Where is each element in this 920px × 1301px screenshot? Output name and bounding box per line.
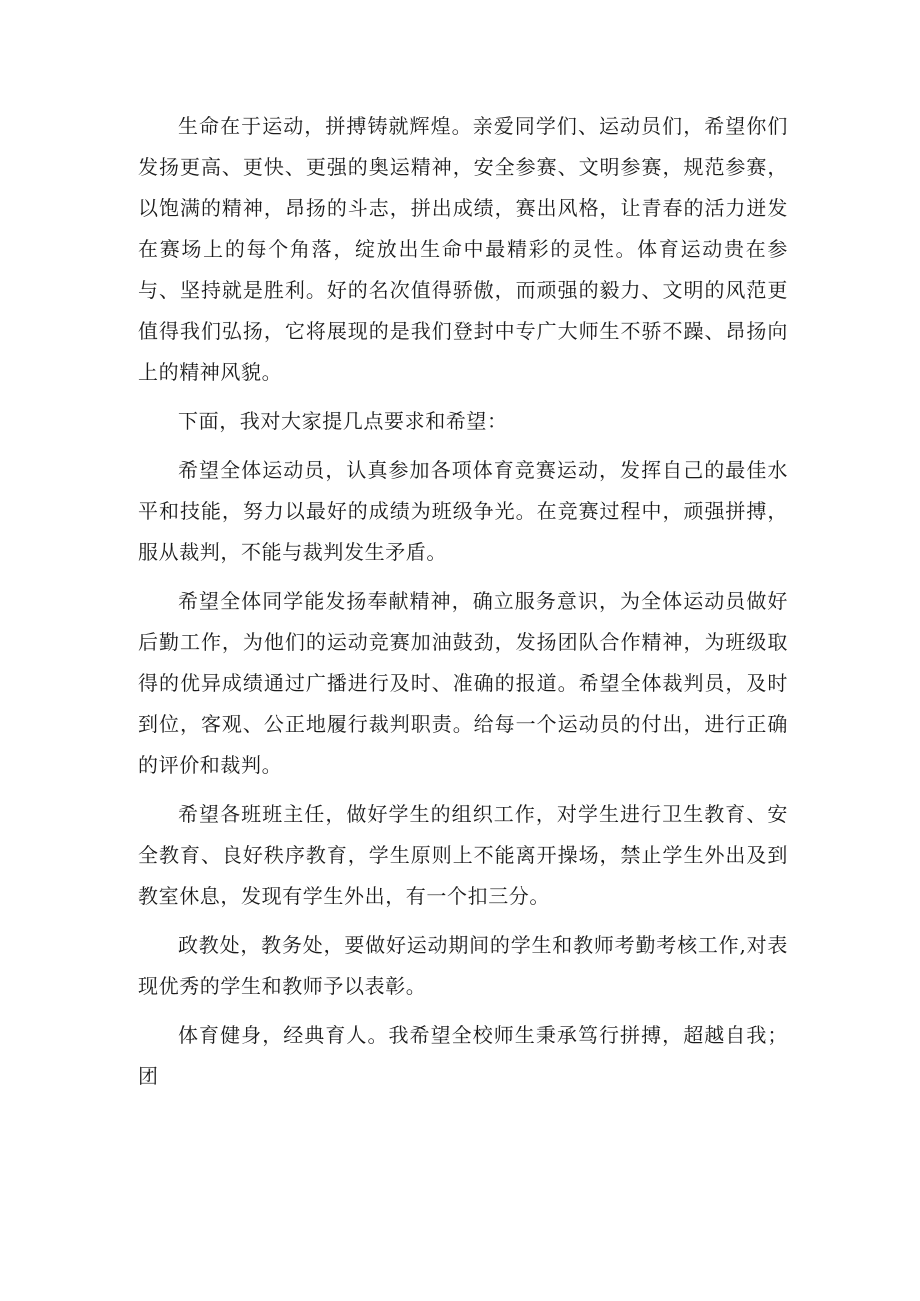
paragraph-athletes: 希望全体运动员，认真参加各项体育竞赛运动，发挥自己的最佳水平和技能，努力以最好的成绩为班级争光。在竞赛过程中，顽强拼搏，服从裁判，不能与裁判发生矛盾。 [138, 458, 788, 564]
paragraph-motivation: 生命在于运动，拼搏铸就辉煌。亲爱同学们、运动员们，希望你们发扬更高、更快、更强的奥运精神，安全参赛、文明参赛，规范参赛，以饱满的精神，昂扬的斗志，拼出成绩，赛出风格，让青春的活力迸发在赛场上的每个角落，绽放出生命中最精彩的灵性。体育运动贵在参与、坚持就是胜利。好的名次值得骄傲，而顽强的毅力、文明的风范更值得我们弘扬，它将展现的是我们登封中专广大师生不骄不躁、昂扬向上的精神风貌。 [138, 114, 788, 384]
paragraph-offices: 政教处，教务处，要做好运动期间的学生和教师考勤考核工作,对表现优秀的学生和教师予以表彰。 [138, 933, 788, 998]
paragraph-class-teachers: 希望各班班主任，做好学生的组织工作，对学生进行卫生教育、安全教育、良好秩序教育，学生原则上不能离开操场，禁止学生外出及到教室休息，发现有学生外出，有一个扣三分。 [138, 802, 788, 908]
paragraph-requirements-intro: 下面，我对大家提几点要求和希望： [178, 409, 508, 433]
paragraph-students: 希望全体同学能发扬奉献精神，确立服务意识，为全体运动员做好后勤工作，为他们的运动竞赛加油鼓劲，发扬团队合作精神，为班级取得的优异成绩通过广播进行及时、准确的报道。希望全体裁判员，及时到位，客观、公正地履行裁判职责。给每一个运动员的付出，进行正确的评价和裁判。 [138, 589, 788, 777]
document-body [138, 106, 788, 1105]
paragraph-closing: 体育健身，经典育人。我希望全校师生秉承笃行拼搏，超越自我；团 [138, 1023, 788, 1088]
